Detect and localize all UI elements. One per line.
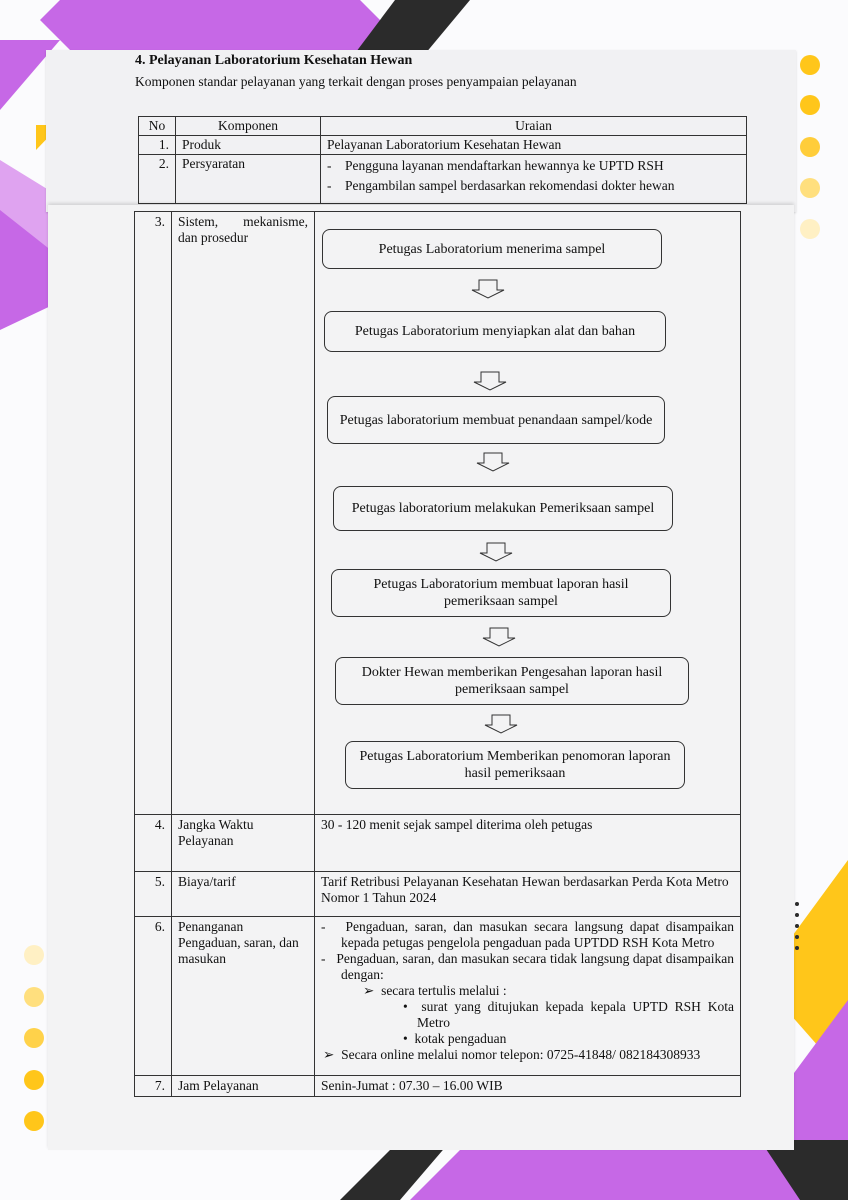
flow-step: Petugas Laboratorium menerima sampel (322, 229, 662, 269)
row-component: Produk (176, 136, 321, 155)
requirement-item: - Pengguna layanan mendaftarkan hewannya ke UPTD RSH (327, 158, 664, 173)
down-arrow-icon (472, 371, 508, 391)
yellow-dot (24, 1028, 44, 1048)
yellow-dot (800, 55, 820, 75)
row-component: Persyaratan (176, 155, 321, 204)
down-arrow-icon (475, 452, 511, 472)
channel-subitem: • surat yang ditujukan kepada kepala UPTD RSH Kota Metro (403, 999, 735, 1030)
yellow-dot (800, 95, 820, 115)
table-row (139, 155, 747, 204)
row-description (321, 155, 747, 204)
section-intro: Komponen standar pelayanan yang terkait dengan proses penyampaian pelayanan (135, 74, 577, 89)
yellow-dot (24, 1111, 44, 1131)
flowchart-cell (315, 212, 741, 815)
row-number: 2. (139, 155, 176, 204)
flow-step: Petugas Laboratorium menyiapkan alat dan bahan (324, 311, 666, 352)
complaint-item: - Pengaduan, saran, dan masukan secara langsung dapat disampaikan kepada petugas pengelola pengaduan pada UPTDD RSH Kota Metro (321, 919, 734, 950)
row-description (315, 917, 741, 1076)
table-row (135, 872, 741, 917)
table-row (135, 917, 741, 1076)
channel-subitem: • kotak pengaduan (403, 1031, 507, 1046)
down-arrow-icon (470, 279, 506, 299)
row-number: 7. (135, 1076, 172, 1097)
yellow-dot (24, 945, 44, 965)
row-number: 6. (135, 917, 172, 1076)
section-heading: 4. Pelayanan Laboratorium Kesehatan Hewan (135, 53, 413, 68)
flow-step: Petugas laboratorium melakukan Pemeriksaan sampel (333, 486, 673, 531)
yellow-dot (800, 219, 820, 239)
requirement-item: - Pengambilan sampel berdasarkan rekomendasi dokter hewan (327, 178, 675, 193)
down-arrow-icon (483, 714, 519, 734)
header-no: No (139, 117, 176, 136)
header-uraian: Uraian (321, 117, 747, 136)
row-description: Senin-Jumat : 07.30 – 16.00 WIB (315, 1076, 741, 1097)
row-description: Tarif Retribusi Pelayanan Kesehatan Hewan berdasarkan Perda Kota Metro Nomor 1 Tahun 2024 (315, 872, 741, 917)
channel-item: ➢ Secara online melalui nomor telepon: 0725-41848/ 082184308933 (323, 1047, 701, 1062)
complaint-item: - Pengaduan, saran, dan masukan secara tidak langsung dapat disampaikan dengan: ➢ secara tertulis melalui : • surat yang ditujukan kepada kepala UPTD RSH Kota Metro • kotak pengaduan (321, 951, 735, 1046)
standard-table-bottom (134, 211, 741, 1097)
flow-step: Petugas laboratorium membuat penandaan sampel/kode (327, 396, 665, 444)
table-row (139, 136, 747, 155)
down-arrow-icon (481, 627, 517, 647)
table-row (135, 1076, 741, 1097)
row-number: 5. (135, 872, 172, 917)
row-component: Sistem, mekanisme, dan prosedur (172, 212, 315, 815)
yellow-dot (800, 178, 820, 198)
row-description: 30 - 120 menit sejak sampel diterima oleh petugas (315, 815, 741, 872)
yellow-dot (24, 987, 44, 1007)
standard-table-top (138, 116, 747, 204)
down-arrow-icon (478, 542, 514, 562)
small-dots-decoration (794, 900, 802, 960)
table-header-row (139, 117, 747, 136)
flow-step: Dokter Hewan memberikan Pengesahan laporan hasil pemeriksaan sampel (335, 657, 689, 705)
row-number: 4. (135, 815, 172, 872)
row-number: 3. (135, 212, 172, 815)
row-component: Jam Pelayanan (172, 1076, 315, 1097)
yellow-dot (24, 1070, 44, 1090)
flow-step: Petugas Laboratorium membuat laporan hasil pemeriksaan sampel (331, 569, 671, 617)
row-component: Biaya/tarif (172, 872, 315, 917)
row-number: 1. (139, 136, 176, 155)
table-row (135, 815, 741, 872)
row-component: Penanganan Pengaduan, saran, dan masukan (172, 917, 315, 1076)
row-description: Pelayanan Laboratorium Kesehatan Hewan (321, 136, 747, 155)
channel-item: ➢ secara tertulis melalui : • surat yang ditujukan kepada kepala UPTD RSH Kota Metro • kotak pengaduan (363, 983, 735, 1046)
row-component: Jangka Waktu Pelayanan (172, 815, 315, 872)
table-row (135, 212, 741, 815)
yellow-dot (800, 137, 820, 157)
flow-step: Petugas Laboratorium Memberikan penomoran laporan hasil pemeriksaan (345, 741, 685, 789)
header-komponen: Komponen (176, 117, 321, 136)
